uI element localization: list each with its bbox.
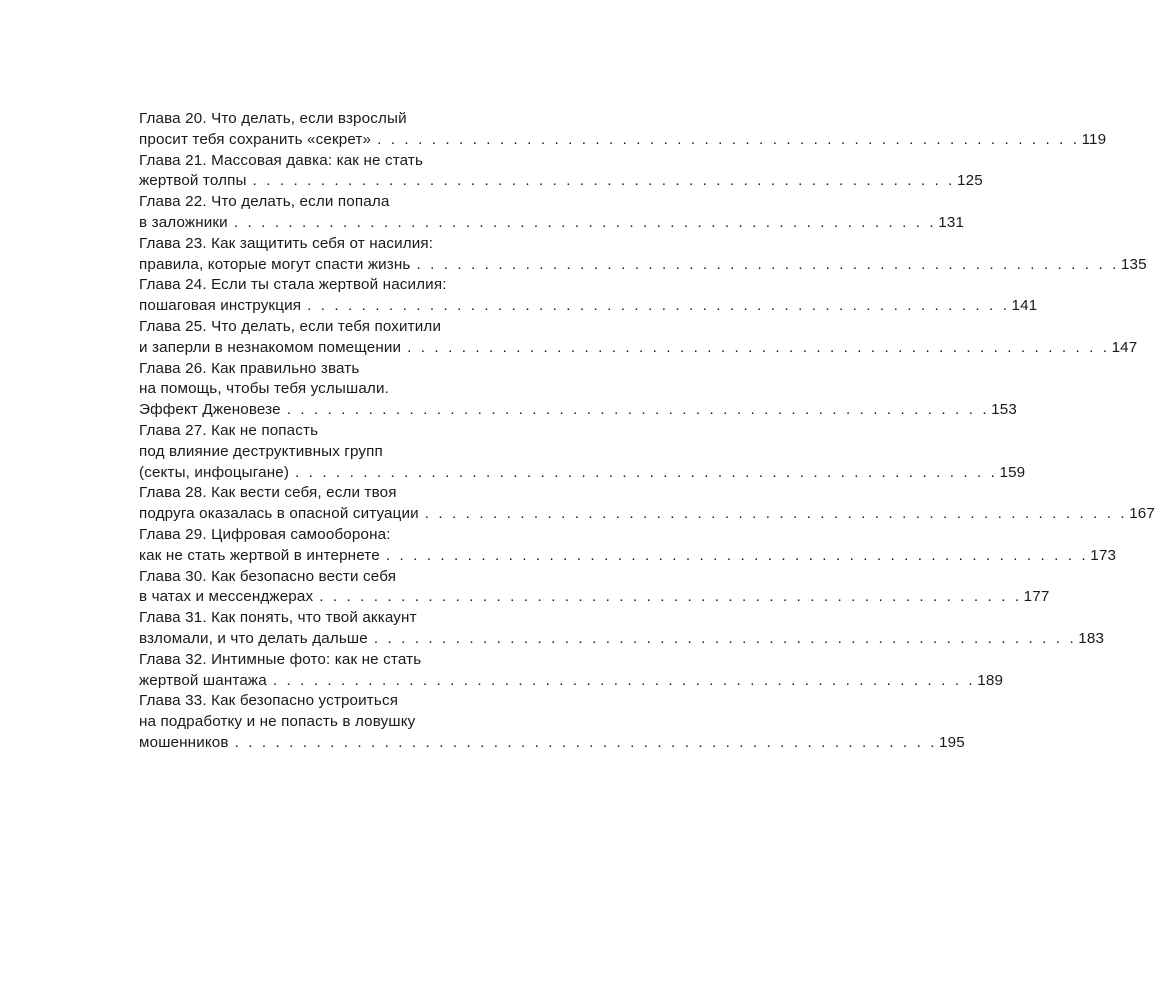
toc-entry xyxy=(139,483,1155,525)
toc-entry xyxy=(139,421,1026,483)
toc-line xyxy=(139,359,527,380)
toc-page-number: 153 xyxy=(991,401,1017,419)
toc-title-line: взломали, и что делать дальше xyxy=(139,629,368,647)
toc-page-number: 177 xyxy=(1023,588,1050,606)
toc-page-number: 135 xyxy=(1120,255,1147,273)
toc-title-line: (секты, инфоцыгане) xyxy=(139,463,290,481)
toc-page-number: 119 xyxy=(1081,130,1107,148)
toc-page-number: 195 xyxy=(939,733,965,751)
toc-entry xyxy=(139,234,1147,276)
toc-title-line: Глава 31. Как понять, что твой аккаунт xyxy=(139,609,417,627)
toc-line xyxy=(139,400,1017,421)
toc-line xyxy=(139,317,527,338)
toc-entry xyxy=(139,275,1038,317)
dot-leader: . . . . . . . . . . . . . . . . . . . . . . . . . . . . . . . . . . . . . . . . . . . . . . . . . . . . xyxy=(233,213,937,231)
toc-page-number: 131 xyxy=(938,213,965,231)
toc-title-line: Эффект Дженовезе xyxy=(139,401,281,419)
toc-title-line: правила, которые могут спасти жизнь xyxy=(139,255,411,273)
toc-line xyxy=(139,504,1155,525)
toc-line xyxy=(139,463,1026,484)
dot-leader: . . . . . . . . . . . . . . . . . . . . . . . . . . . . . . . . . . . . . . . . . . . . . . . . . . . . xyxy=(385,546,1089,564)
toc-title-line: пошаговая инструкция xyxy=(139,297,302,315)
toc-title-line: и заперли в незнакомом помещении xyxy=(139,338,402,356)
dot-leader: . . . . . . . . . . . . . . . . . . . . . . . . . . . . . . . . . . . . . . . . . . . . . . . . . . . . xyxy=(252,172,955,190)
toc-line xyxy=(139,213,965,234)
toc-line xyxy=(139,483,527,504)
toc-entry xyxy=(139,151,983,193)
dot-leader: . . . . . . . . . . . . . . . . . . . . . . . . . . . . . . . . . . . . . . . . . . . . . . . . . . . . xyxy=(234,733,938,751)
dot-leader: . . . . . . . . . . . . . . . . . . . . . . . . . . . . . . . . . . . . . . . . . . . . . . . . . . . . xyxy=(286,401,990,419)
dot-leader: . . . . . . . . . . . . . . . . . . . . . . . . . . . . . . . . . . . . . . . . . . . . . . . . . . . . xyxy=(272,671,976,689)
toc-page-number: 189 xyxy=(977,671,1004,689)
toc-title-line: Глава 21. Массовая давка: как не стать xyxy=(139,151,424,169)
toc-title-line: в чатах и мессенджерах xyxy=(139,588,314,606)
toc-line xyxy=(139,733,965,754)
toc-title-line: на помощь, чтобы тебя услышали. xyxy=(139,380,389,398)
toc-title-line: на подработку и не попасть в ловушку xyxy=(139,713,416,731)
toc-line xyxy=(139,151,527,172)
toc-line xyxy=(139,691,527,712)
dot-leader: . . . . . . . . . . . . . . . . . . . . . . . . . . . . . . . . . . . . . . . . . . . . . . . . . . . . xyxy=(407,338,1110,356)
toc-title-line: Глава 26. Как правильно звать xyxy=(139,359,360,377)
toc-title-line: жертвой толпы xyxy=(139,172,247,190)
toc-entry xyxy=(139,359,1017,421)
toc-page-number: 159 xyxy=(999,463,1026,481)
toc-line xyxy=(139,192,527,213)
toc-line xyxy=(139,442,527,463)
toc-title-line: Глава 29. Цифровая самооборона: xyxy=(139,525,391,543)
toc-line xyxy=(139,712,527,733)
toc-title-line: просит тебя сохранить «секрет» xyxy=(139,130,372,148)
toc-entry xyxy=(139,525,1117,567)
dot-leader: . . . . . . . . . . . . . . . . . . . . . . . . . . . . . . . . . . . . . . . . . . . . . . . . . . . . xyxy=(373,629,1077,647)
toc-line xyxy=(139,525,527,546)
toc-line xyxy=(139,671,1004,692)
toc-title-line: Глава 23. Как защитить себя от насилия: xyxy=(139,234,434,252)
dot-leader: . . . . . . . . . . . . . . . . . . . . . . . . . . . . . . . . . . . . . . . . . . . . . . . . . . . . xyxy=(424,505,1128,523)
toc-line xyxy=(139,171,983,192)
toc-line xyxy=(139,587,1050,608)
toc-title-line: в заложники xyxy=(139,213,228,231)
toc-title-line: мошенников xyxy=(139,733,229,751)
toc-title-line: Глава 20. Что делать, если взрослый xyxy=(139,110,407,127)
toc-line xyxy=(139,546,1117,567)
toc-line xyxy=(139,109,527,130)
toc-line xyxy=(139,255,1147,276)
toc-title-line: Глава 24. Если ты стала жертвой насилия: xyxy=(139,276,447,294)
toc-entry xyxy=(139,109,1107,151)
toc-entry xyxy=(139,567,1050,609)
dot-leader: . . . . . . . . . . . . . . . . . . . . . . . . . . . . . . . . . . . . . . . . . . . . . . . . . . . . xyxy=(377,130,1080,148)
toc-line xyxy=(139,296,1038,317)
toc-line xyxy=(139,629,1105,650)
toc-title-line: жертвой шантажа xyxy=(139,671,267,689)
dot-leader: . . . . . . . . . . . . . . . . . . . . . . . . . . . . . . . . . . . . . . . . . . . . . . . . . . . . xyxy=(307,297,1010,315)
toc-line xyxy=(139,650,527,671)
toc-title-line: Глава 22. Что делать, если попала xyxy=(139,193,390,211)
toc-page-number: 147 xyxy=(1111,338,1138,356)
toc-line xyxy=(139,130,1107,151)
toc-entry xyxy=(139,192,965,234)
toc-page-number: 141 xyxy=(1011,297,1038,315)
toc-line xyxy=(139,275,527,296)
toc-title-line: Глава 30. Как безопасно вести себя xyxy=(139,567,397,585)
toc-page-number: 173 xyxy=(1090,546,1117,564)
toc-line xyxy=(139,338,1138,359)
toc-line xyxy=(139,421,527,442)
dot-leader: . . . . . . . . . . . . . . . . . . . . . . . . . . . . . . . . . . . . . . . . . . . . . . . . . . . . xyxy=(416,255,1119,273)
toc-title-line: Глава 32. Интимные фото: как не стать xyxy=(139,650,422,668)
toc-title-line: под влияние деструктивных групп xyxy=(139,442,383,460)
toc-page-number: 183 xyxy=(1078,629,1105,647)
toc-title-line: Глава 27. Как не попасть xyxy=(139,421,319,439)
toc-page-number: 125 xyxy=(957,172,983,190)
toc-entry xyxy=(139,650,1004,692)
toc-title-line: подруга оказалась в опасной ситуации xyxy=(139,505,419,523)
toc-line xyxy=(139,234,527,255)
toc-line xyxy=(139,567,527,588)
toc-entry xyxy=(139,608,1105,650)
toc-title-line: Глава 25. Что делать, если тебя похитили xyxy=(139,317,442,335)
toc-title-line: Глава 28. Как вести себя, если твоя xyxy=(139,484,397,502)
dot-leader: . . . . . . . . . . . . . . . . . . . . . . . . . . . . . . . . . . . . . . . . . . . . . . . . . . . . xyxy=(319,588,1022,606)
toc-page-number: 167 xyxy=(1129,505,1155,523)
toc-title-line: Глава 33. Как безопасно устроиться xyxy=(139,692,399,710)
toc-title-line: как не стать жертвой в интернете xyxy=(139,546,380,564)
toc-line xyxy=(139,379,527,400)
toc-line xyxy=(139,608,527,629)
toc-entry xyxy=(139,317,1138,359)
table-of-contents xyxy=(139,109,1155,754)
toc-entry xyxy=(139,691,965,753)
dot-leader: . . . . . . . . . . . . . . . . . . . . . . . . . . . . . . . . . . . . . . . . . . . . . . . . . . . . xyxy=(295,463,998,481)
